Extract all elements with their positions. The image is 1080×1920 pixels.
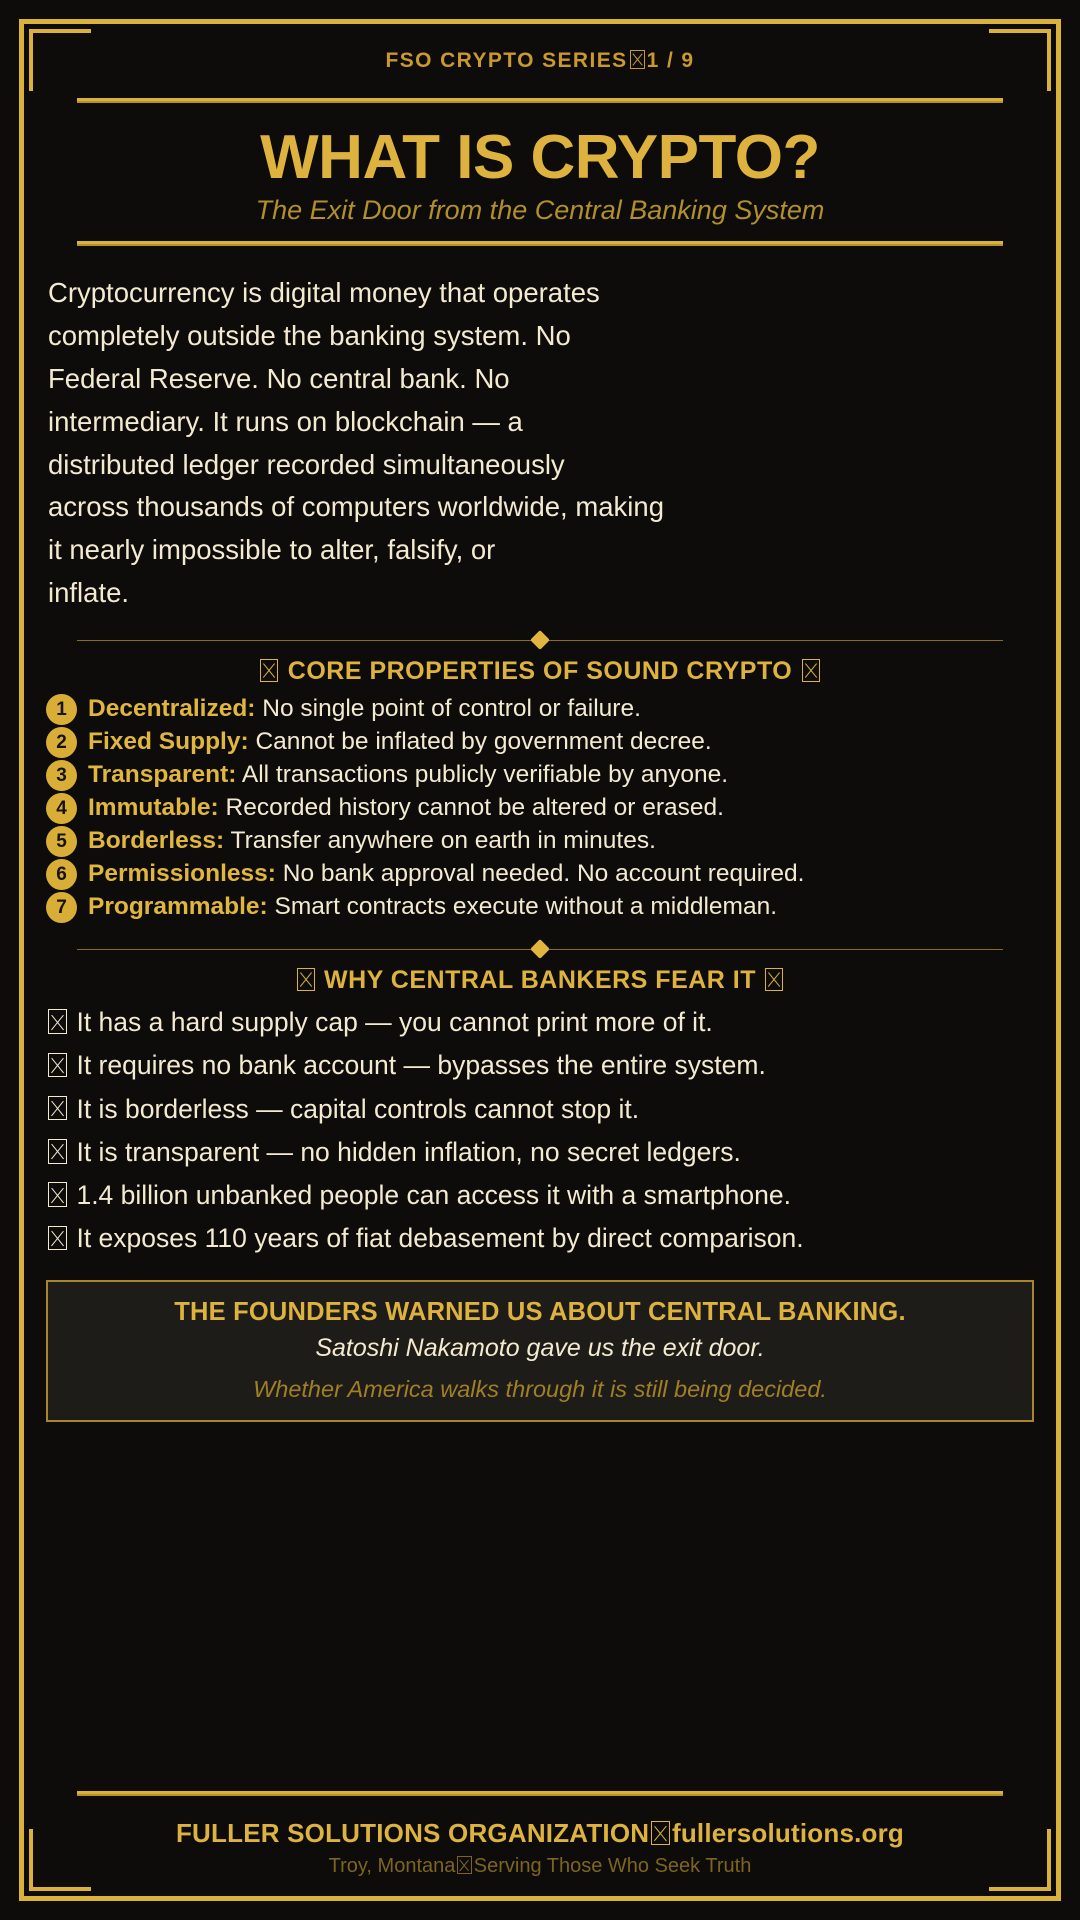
missing-glyph-icon [765, 968, 783, 991]
missing-glyph-icon [48, 1226, 67, 1250]
section-heading-core-properties [46, 657, 1034, 686]
list-item [46, 759, 1034, 792]
fear-item-text: It is borderless — capital controls cannot stop it. [76, 1093, 640, 1124]
footer-tagline [46, 1855, 1034, 1878]
item-text [88, 759, 728, 792]
diamond-icon [530, 630, 550, 650]
missing-glyph-icon [802, 659, 820, 682]
list-item [46, 1218, 1034, 1258]
item-desc: Recorded history cannot be altered or erased. [225, 794, 724, 822]
section-heading-label: CORE PROPERTIES OF SOUND CRYPTO [287, 657, 793, 686]
list-item [46, 693, 1034, 726]
list-item [46, 858, 1034, 891]
fear-item-text: 1.4 billion unbanked people can access it with a smartphone. [76, 1180, 791, 1211]
fear-item-text: It requires no bank account — bypasses the entire system. [76, 1050, 766, 1081]
intro-line: it nearly impossible to alter, falsify, or [48, 534, 496, 566]
list-item [46, 1132, 1034, 1172]
divider-rule-top [77, 98, 1003, 103]
callout-subline: Satoshi Nakamoto gave us the exit door. [315, 1333, 765, 1362]
intro-paragraph [46, 272, 1034, 615]
item-desc: All transactions publicly verifiable by anyone. [241, 761, 729, 789]
item-term: Programmable: [88, 893, 268, 921]
footer-org-site[interactable]: fullersolutions.org [671, 1818, 905, 1848]
diamond-icon [530, 939, 550, 959]
item-text [88, 891, 777, 924]
item-number-badge: 7 [46, 892, 77, 923]
item-text [88, 858, 804, 891]
item-desc: No bank approval needed. No account required. [282, 860, 805, 888]
divider-rule-under-title [77, 241, 1003, 246]
section-heading-label: WHY CENTRAL BANKERS FEAR IT [323, 966, 757, 995]
list-item [46, 891, 1034, 924]
list-item [46, 726, 1034, 759]
missing-glyph-icon [297, 968, 315, 991]
fear-list [46, 1002, 1034, 1259]
list-item [46, 1002, 1034, 1042]
series-kicker [46, 0, 1034, 73]
item-number-badge: 3 [46, 760, 77, 791]
series-kicker-prefix: FSO CRYPTO SERIES [385, 49, 628, 72]
intro-line: intermediary. It runs on blockchain — a [48, 405, 523, 437]
item-desc: Transfer anywhere on earth in minutes. [230, 827, 656, 855]
intro-line: completely outside the banking system. No [48, 319, 571, 351]
missing-glyph-icon [48, 1139, 67, 1163]
item-number-badge: 1 [46, 694, 77, 725]
missing-glyph-icon [457, 1856, 471, 1874]
item-desc: Cannot be inflated by government decree. [255, 728, 712, 756]
missing-glyph-icon [651, 1821, 670, 1845]
intro-line: Federal Reserve. No central bank. No [48, 362, 510, 394]
missing-glyph-icon [48, 1182, 67, 1206]
callout-box [46, 1280, 1034, 1423]
item-term: Permissionless: [88, 860, 276, 888]
item-text [88, 726, 712, 759]
item-text [88, 693, 641, 726]
missing-glyph-icon [48, 1096, 67, 1120]
fear-item-text: It is transparent — no hidden inflation, no secret ledgers. [76, 1136, 741, 1167]
item-text [88, 792, 724, 825]
fear-item-text: It exposes 110 years of fiat debasement by direct comparison. [76, 1223, 804, 1254]
missing-glyph-icon [630, 50, 645, 69]
item-number-badge: 5 [46, 826, 77, 857]
callout-headline: THE FOUNDERS WARNED US ABOUT CENTRAL BANKING. [174, 1297, 906, 1326]
footer-org-name: FULLER SOLUTIONS ORGANIZATION [175, 1818, 650, 1848]
item-term: Borderless: [88, 827, 225, 855]
list-item [46, 792, 1034, 825]
callout-footnote: Whether America walks through it is still being decided. [253, 1375, 827, 1402]
intro-line: across thousands of computers worldwide, making [48, 491, 664, 523]
item-number-badge: 2 [46, 727, 77, 758]
diamond-divider-2 [77, 938, 1003, 960]
intro-line: distributed ledger recorded simultaneously [48, 448, 565, 480]
item-term: Immutable: [88, 794, 219, 822]
page-title: WHAT IS CRYPTO? [260, 123, 820, 192]
divider-rule-footer [77, 1791, 1003, 1796]
item-number-badge: 6 [46, 859, 77, 890]
list-item [46, 1045, 1034, 1085]
missing-glyph-icon [48, 1009, 67, 1033]
intro-line: inflate. [48, 577, 130, 609]
missing-glyph-icon [260, 659, 278, 682]
diamond-divider-1 [77, 629, 1003, 651]
footer-slogan: Serving Those Who Seek Truth [473, 1855, 752, 1877]
footer-organization [46, 1818, 1034, 1849]
item-term: Transparent: [88, 761, 237, 789]
series-kicker-suffix: 1 / 9 [646, 49, 695, 72]
footer-location: Troy, Montana [328, 1855, 456, 1877]
item-desc: Smart contracts execute without a middleman. [274, 893, 778, 921]
page-subtitle: The Exit Door from the Central Banking System [255, 195, 825, 225]
fear-item-text: It has a hard supply cap — you cannot print more of it. [76, 1007, 713, 1038]
missing-glyph-icon [48, 1053, 67, 1077]
list-item [46, 825, 1034, 858]
item-term: Decentralized: [88, 695, 256, 723]
item-term: Fixed Supply: [88, 728, 249, 756]
footer [46, 1791, 1034, 1878]
intro-line: Cryptocurrency is digital money that operates [48, 276, 600, 308]
core-properties-list [46, 693, 1034, 924]
section-heading-fear [46, 966, 1034, 995]
item-desc: No single point of control or failure. [262, 695, 641, 723]
list-item [46, 1175, 1034, 1215]
list-item [46, 1089, 1034, 1129]
item-text [88, 825, 656, 858]
item-number-badge: 4 [46, 793, 77, 824]
